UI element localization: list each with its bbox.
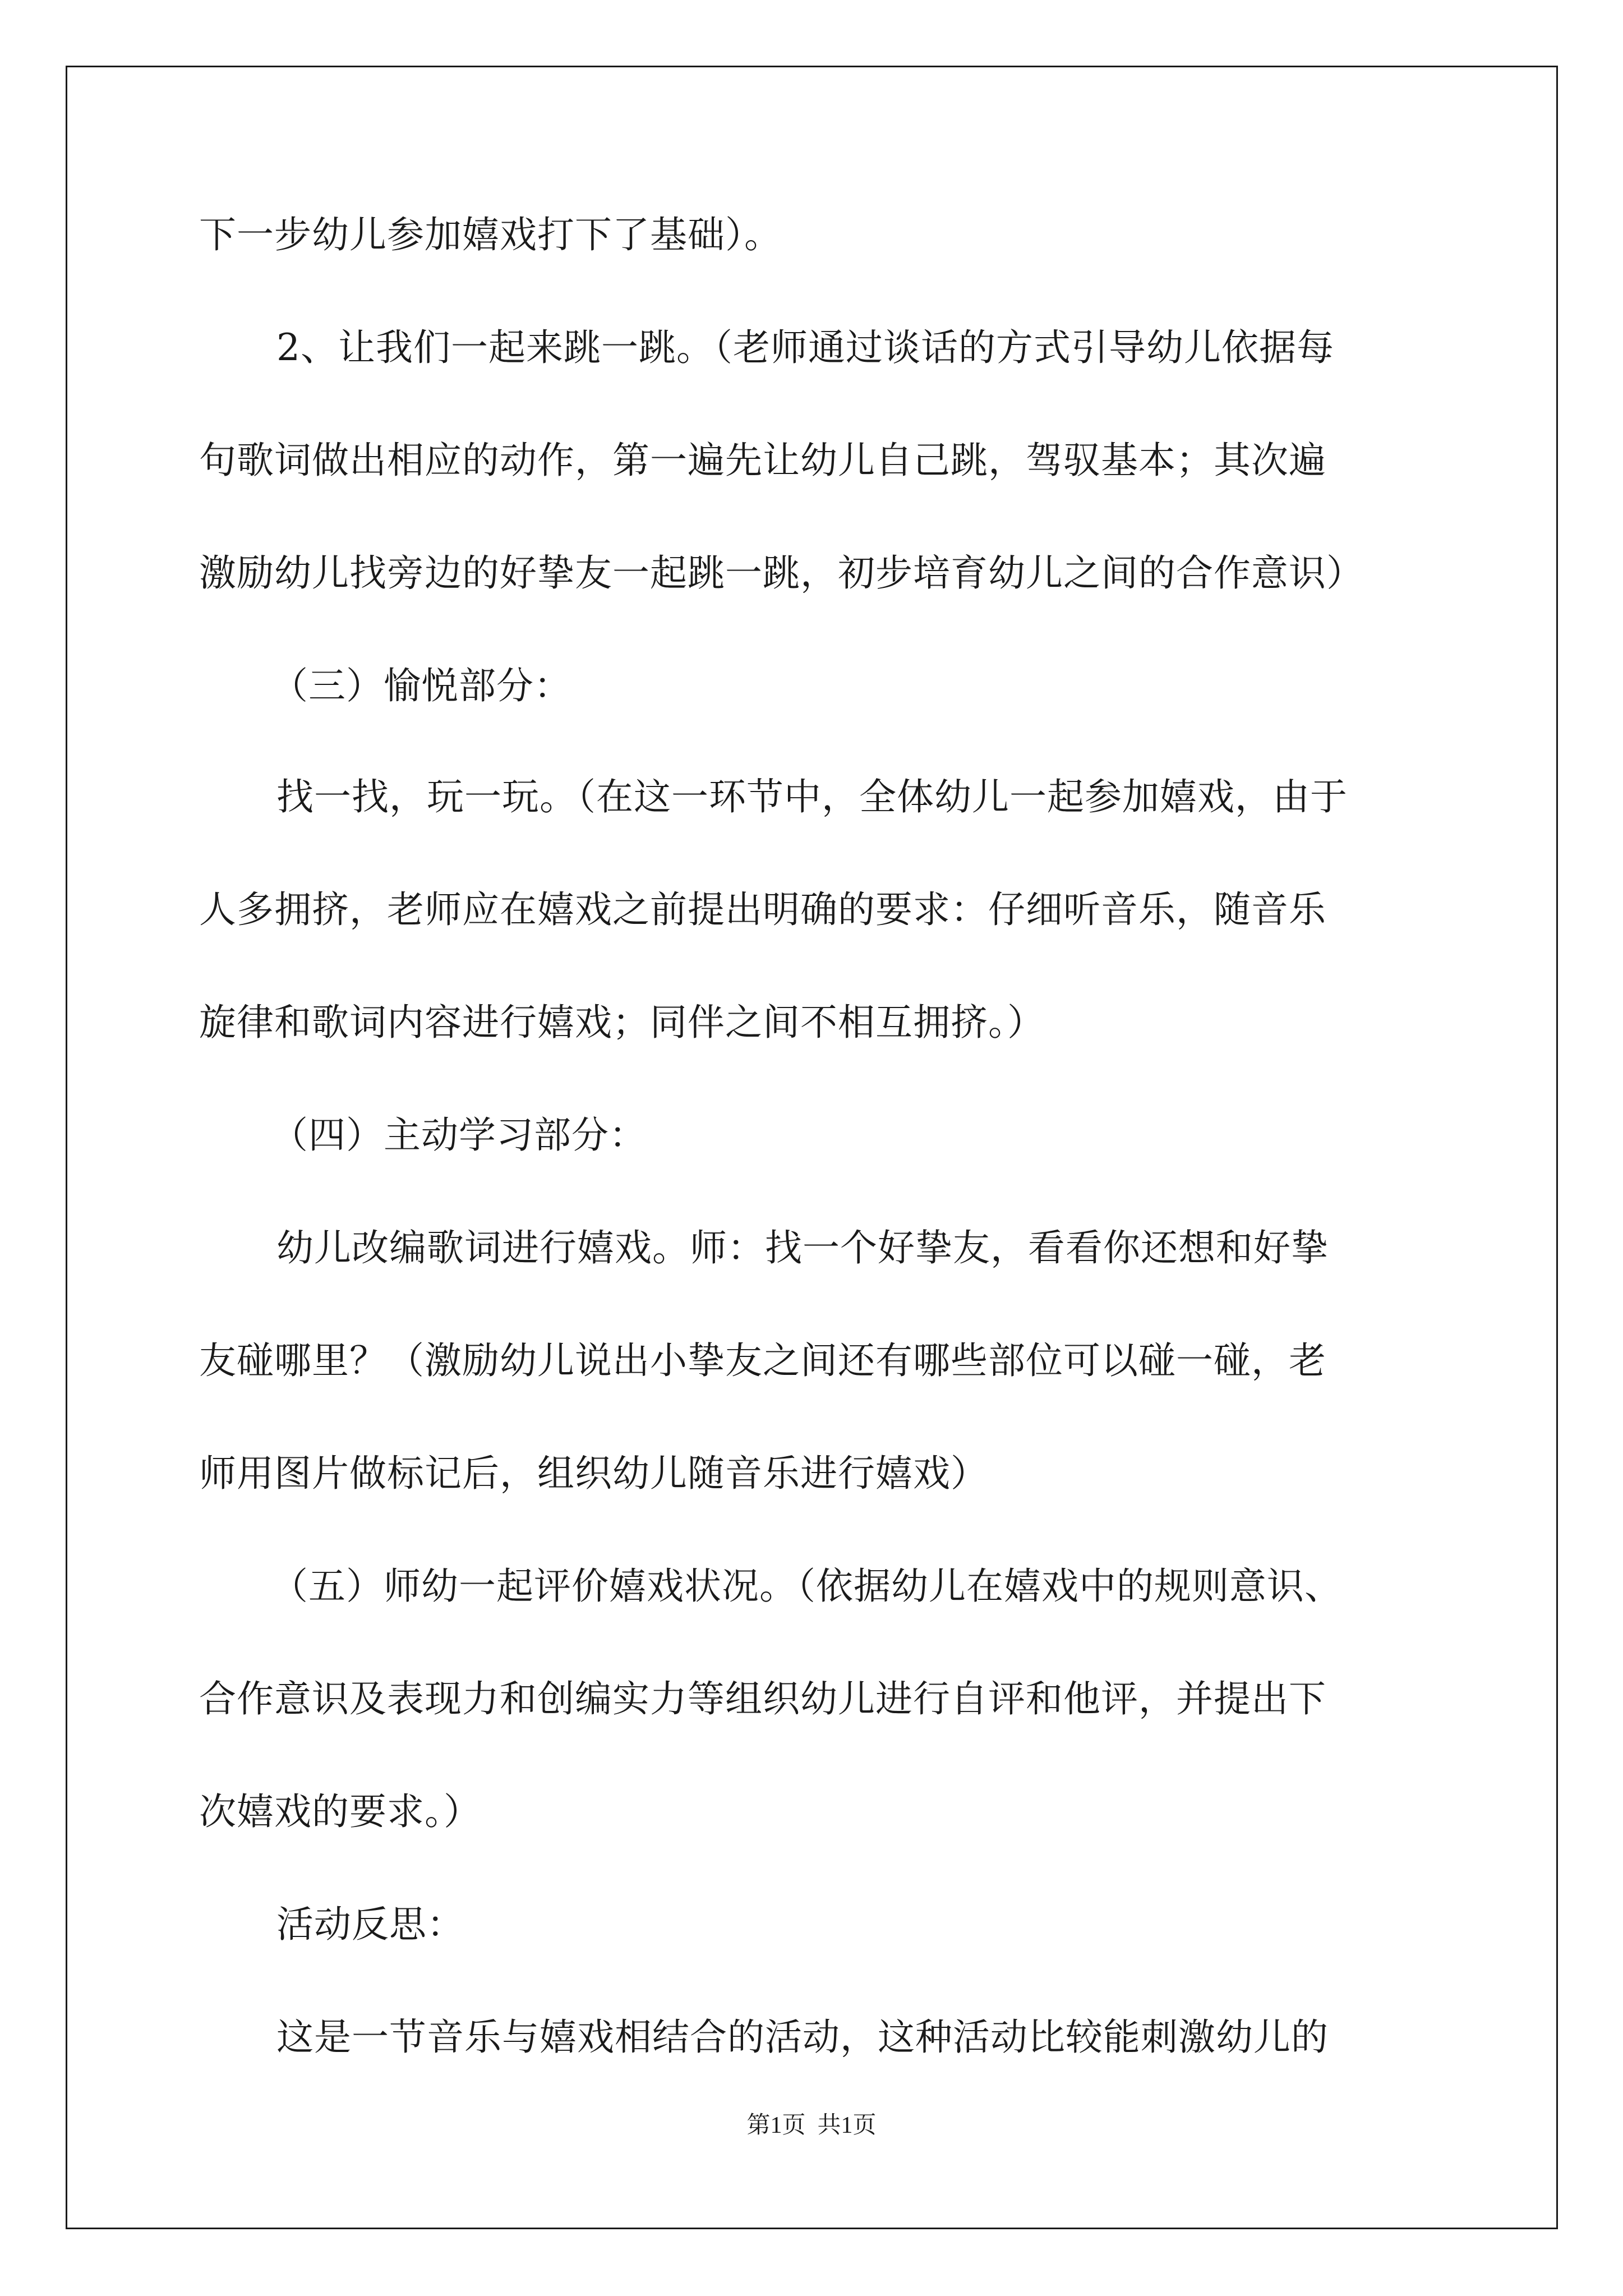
paragraph-line: 师用图片做标记后，组织幼儿随音乐进行嬉戏） xyxy=(199,1452,988,1495)
section-heading: （四）主动学习部分： xyxy=(271,1114,647,1157)
paragraph-line: 这是一节音乐与嬉戏相结合的活动，这种活动比较能刺激幼儿的 xyxy=(276,2016,1329,2059)
paragraph-line: 合作意识及表现力和创编实力等组织幼儿进行自评和他评，并提出下 xyxy=(199,1677,1326,1720)
paragraph-line: 找一找，玩一玩。（在这一环节中，全体幼儿一起参加嬉戏，由于 xyxy=(276,775,1348,818)
paragraph-line: 人多拥挤，老师应在嬉戏之前提出明确的要求：仔细听音乐，随音乐 xyxy=(199,888,1326,931)
paragraph-line: 下一步幼儿参加嬉戏打下了基础）。 xyxy=(199,213,782,256)
page-number-footer: 第1页 共1页 xyxy=(746,2113,877,2138)
section-heading: （三）愉悦部分： xyxy=(271,664,571,707)
section-heading: （五）师幼一起评价嬉戏状况。（依据幼儿在嬉戏中的规则意识、 xyxy=(271,1565,1342,1608)
section-heading: 活动反思： xyxy=(276,1903,464,1946)
paragraph-line: 旋律和歌词内容进行嬉戏；同伴之间不相互拥挤。） xyxy=(199,1001,1045,1044)
paragraph-line: 2、让我们一起来跳一跳。（老师通过谈话的方式引导幼儿依据每 xyxy=(276,326,1334,369)
paragraph-line: 激励幼儿找旁边的好挚友一起跳一跳，初步培育幼儿之间的合作意识） xyxy=(199,551,1364,595)
paragraph-line: 句歌词做出相应的动作，第一遍先让幼儿自己跳，驾驭基本；其次遍 xyxy=(199,439,1326,482)
paragraph-line: 次嬉戏的要求。） xyxy=(199,1790,481,1833)
paragraph-line: 友碰哪里？（激励幼儿说出小挚友之间还有哪些部位可以碰一碰，老 xyxy=(199,1339,1326,1382)
paragraph-line: 幼儿改编歌词进行嬉戏。师：找一个好挚友，看看你还想和好挚 xyxy=(276,1226,1329,1269)
